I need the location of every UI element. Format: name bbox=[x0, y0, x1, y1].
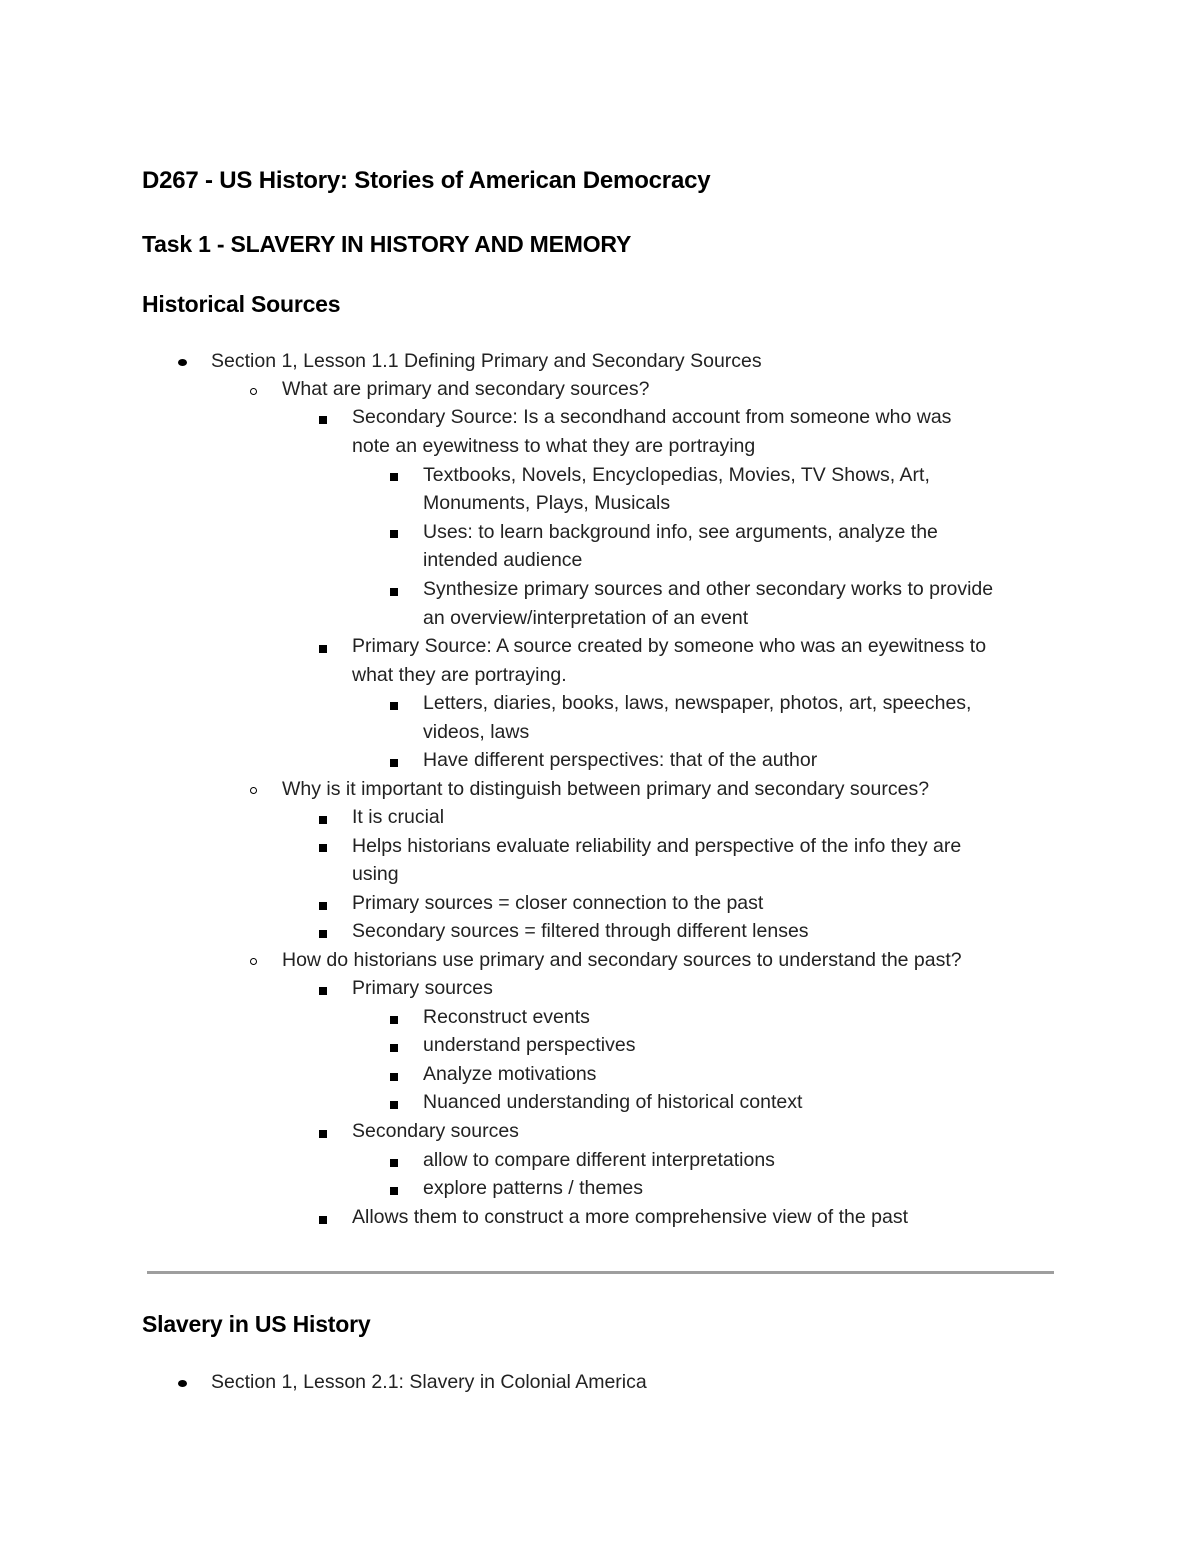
list-item: allow to compare different interpretations bbox=[423, 1149, 775, 1171]
list-item: Secondary sources bbox=[352, 1120, 519, 1142]
list-item: Secondary Source: Is a secondhand account from someone who was bbox=[352, 406, 952, 428]
section-heading-historical-sources: Historical Sources bbox=[142, 291, 341, 317]
square-bullet-icon bbox=[319, 1130, 327, 1138]
square-bullet-icon bbox=[390, 702, 398, 710]
horizontal-divider bbox=[147, 1271, 1054, 1274]
square-bullet-icon bbox=[390, 530, 398, 538]
circle-bullet-icon bbox=[250, 388, 257, 395]
list-item: Why is it important to distinguish between primary and secondary sources? bbox=[282, 778, 930, 800]
circle-bullet-icon bbox=[250, 787, 257, 794]
list-item-continuation: Monuments, Plays, Musicals bbox=[423, 492, 671, 514]
document-title: D267 - US History: Stories of American Democracy bbox=[142, 167, 711, 194]
square-bullet-icon bbox=[319, 645, 327, 653]
list-item-continuation: an overview/interpretation of an event bbox=[423, 607, 749, 629]
disc-bullet-icon bbox=[178, 1380, 187, 1387]
list-item: Helps historians evaluate reliability and perspective of the info they are bbox=[352, 835, 962, 857]
square-bullet-icon bbox=[390, 1016, 398, 1024]
list-item: Primary sources = closer connection to the past bbox=[352, 892, 764, 914]
list-item-continuation: what they are portraying. bbox=[352, 664, 567, 686]
section-heading-slavery-in-us-history: Slavery in US History bbox=[142, 1311, 371, 1337]
list-item: Primary Source: A source created by someone who was an eyewitness to bbox=[352, 635, 987, 657]
list-item: Letters, diaries, books, laws, newspaper, photos, art, speeches, bbox=[423, 692, 972, 714]
list-item-continuation: using bbox=[352, 863, 399, 885]
list-item: Secondary sources = filtered through different lenses bbox=[352, 920, 809, 942]
list-item-continuation: note an eyewitness to what they are portraying bbox=[352, 435, 756, 457]
square-bullet-icon bbox=[390, 759, 398, 767]
square-bullet-icon bbox=[390, 1044, 398, 1052]
list-item: How do historians use primary and secondary sources to understand the past? bbox=[282, 949, 962, 971]
square-bullet-icon bbox=[319, 902, 327, 910]
list-item: Have different perspectives: that of the author bbox=[423, 749, 818, 771]
square-bullet-icon bbox=[390, 473, 398, 481]
square-bullet-icon bbox=[390, 1073, 398, 1081]
list-item-continuation: intended audience bbox=[423, 549, 583, 571]
list-item: Analyze motivations bbox=[423, 1063, 597, 1085]
list-item: Allows them to construct a more comprehensive view of the past bbox=[352, 1206, 908, 1228]
task-heading: Task 1 - SLAVERY IN HISTORY AND MEMORY bbox=[142, 231, 632, 257]
square-bullet-icon bbox=[390, 1159, 398, 1167]
list-item: Uses: to learn background info, see arguments, analyze the bbox=[423, 521, 938, 543]
list-item: explore patterns / themes bbox=[423, 1177, 644, 1199]
disc-bullet-icon bbox=[178, 359, 187, 366]
list-item: Section 1, Lesson 2.1: Slavery in Colonial America bbox=[211, 1371, 647, 1393]
list-item: Textbooks, Novels, Encyclopedias, Movies, TV Shows, Art, bbox=[423, 464, 930, 486]
square-bullet-icon bbox=[390, 1187, 398, 1195]
list-item: What are primary and secondary sources? bbox=[282, 378, 650, 400]
list-item: Section 1, Lesson 1.1 Defining Primary and Secondary Sources bbox=[211, 350, 762, 372]
list-item: It is crucial bbox=[352, 806, 445, 828]
square-bullet-icon bbox=[319, 816, 327, 824]
square-bullet-icon bbox=[390, 588, 398, 596]
list-item: Synthesize primary sources and other secondary works to provide bbox=[423, 578, 994, 600]
square-bullet-icon bbox=[319, 844, 327, 852]
square-bullet-icon bbox=[390, 1101, 398, 1109]
square-bullet-icon bbox=[319, 930, 327, 938]
square-bullet-icon bbox=[319, 416, 327, 424]
list-item: Reconstruct events bbox=[423, 1006, 590, 1028]
list-item: Primary sources bbox=[352, 977, 493, 999]
circle-bullet-icon bbox=[250, 958, 257, 965]
list-item-continuation: videos, laws bbox=[423, 721, 530, 743]
list-item: Nuanced understanding of historical context bbox=[423, 1091, 803, 1113]
square-bullet-icon bbox=[319, 987, 327, 995]
list-item: understand perspectives bbox=[423, 1034, 636, 1056]
square-bullet-icon bbox=[319, 1216, 327, 1224]
